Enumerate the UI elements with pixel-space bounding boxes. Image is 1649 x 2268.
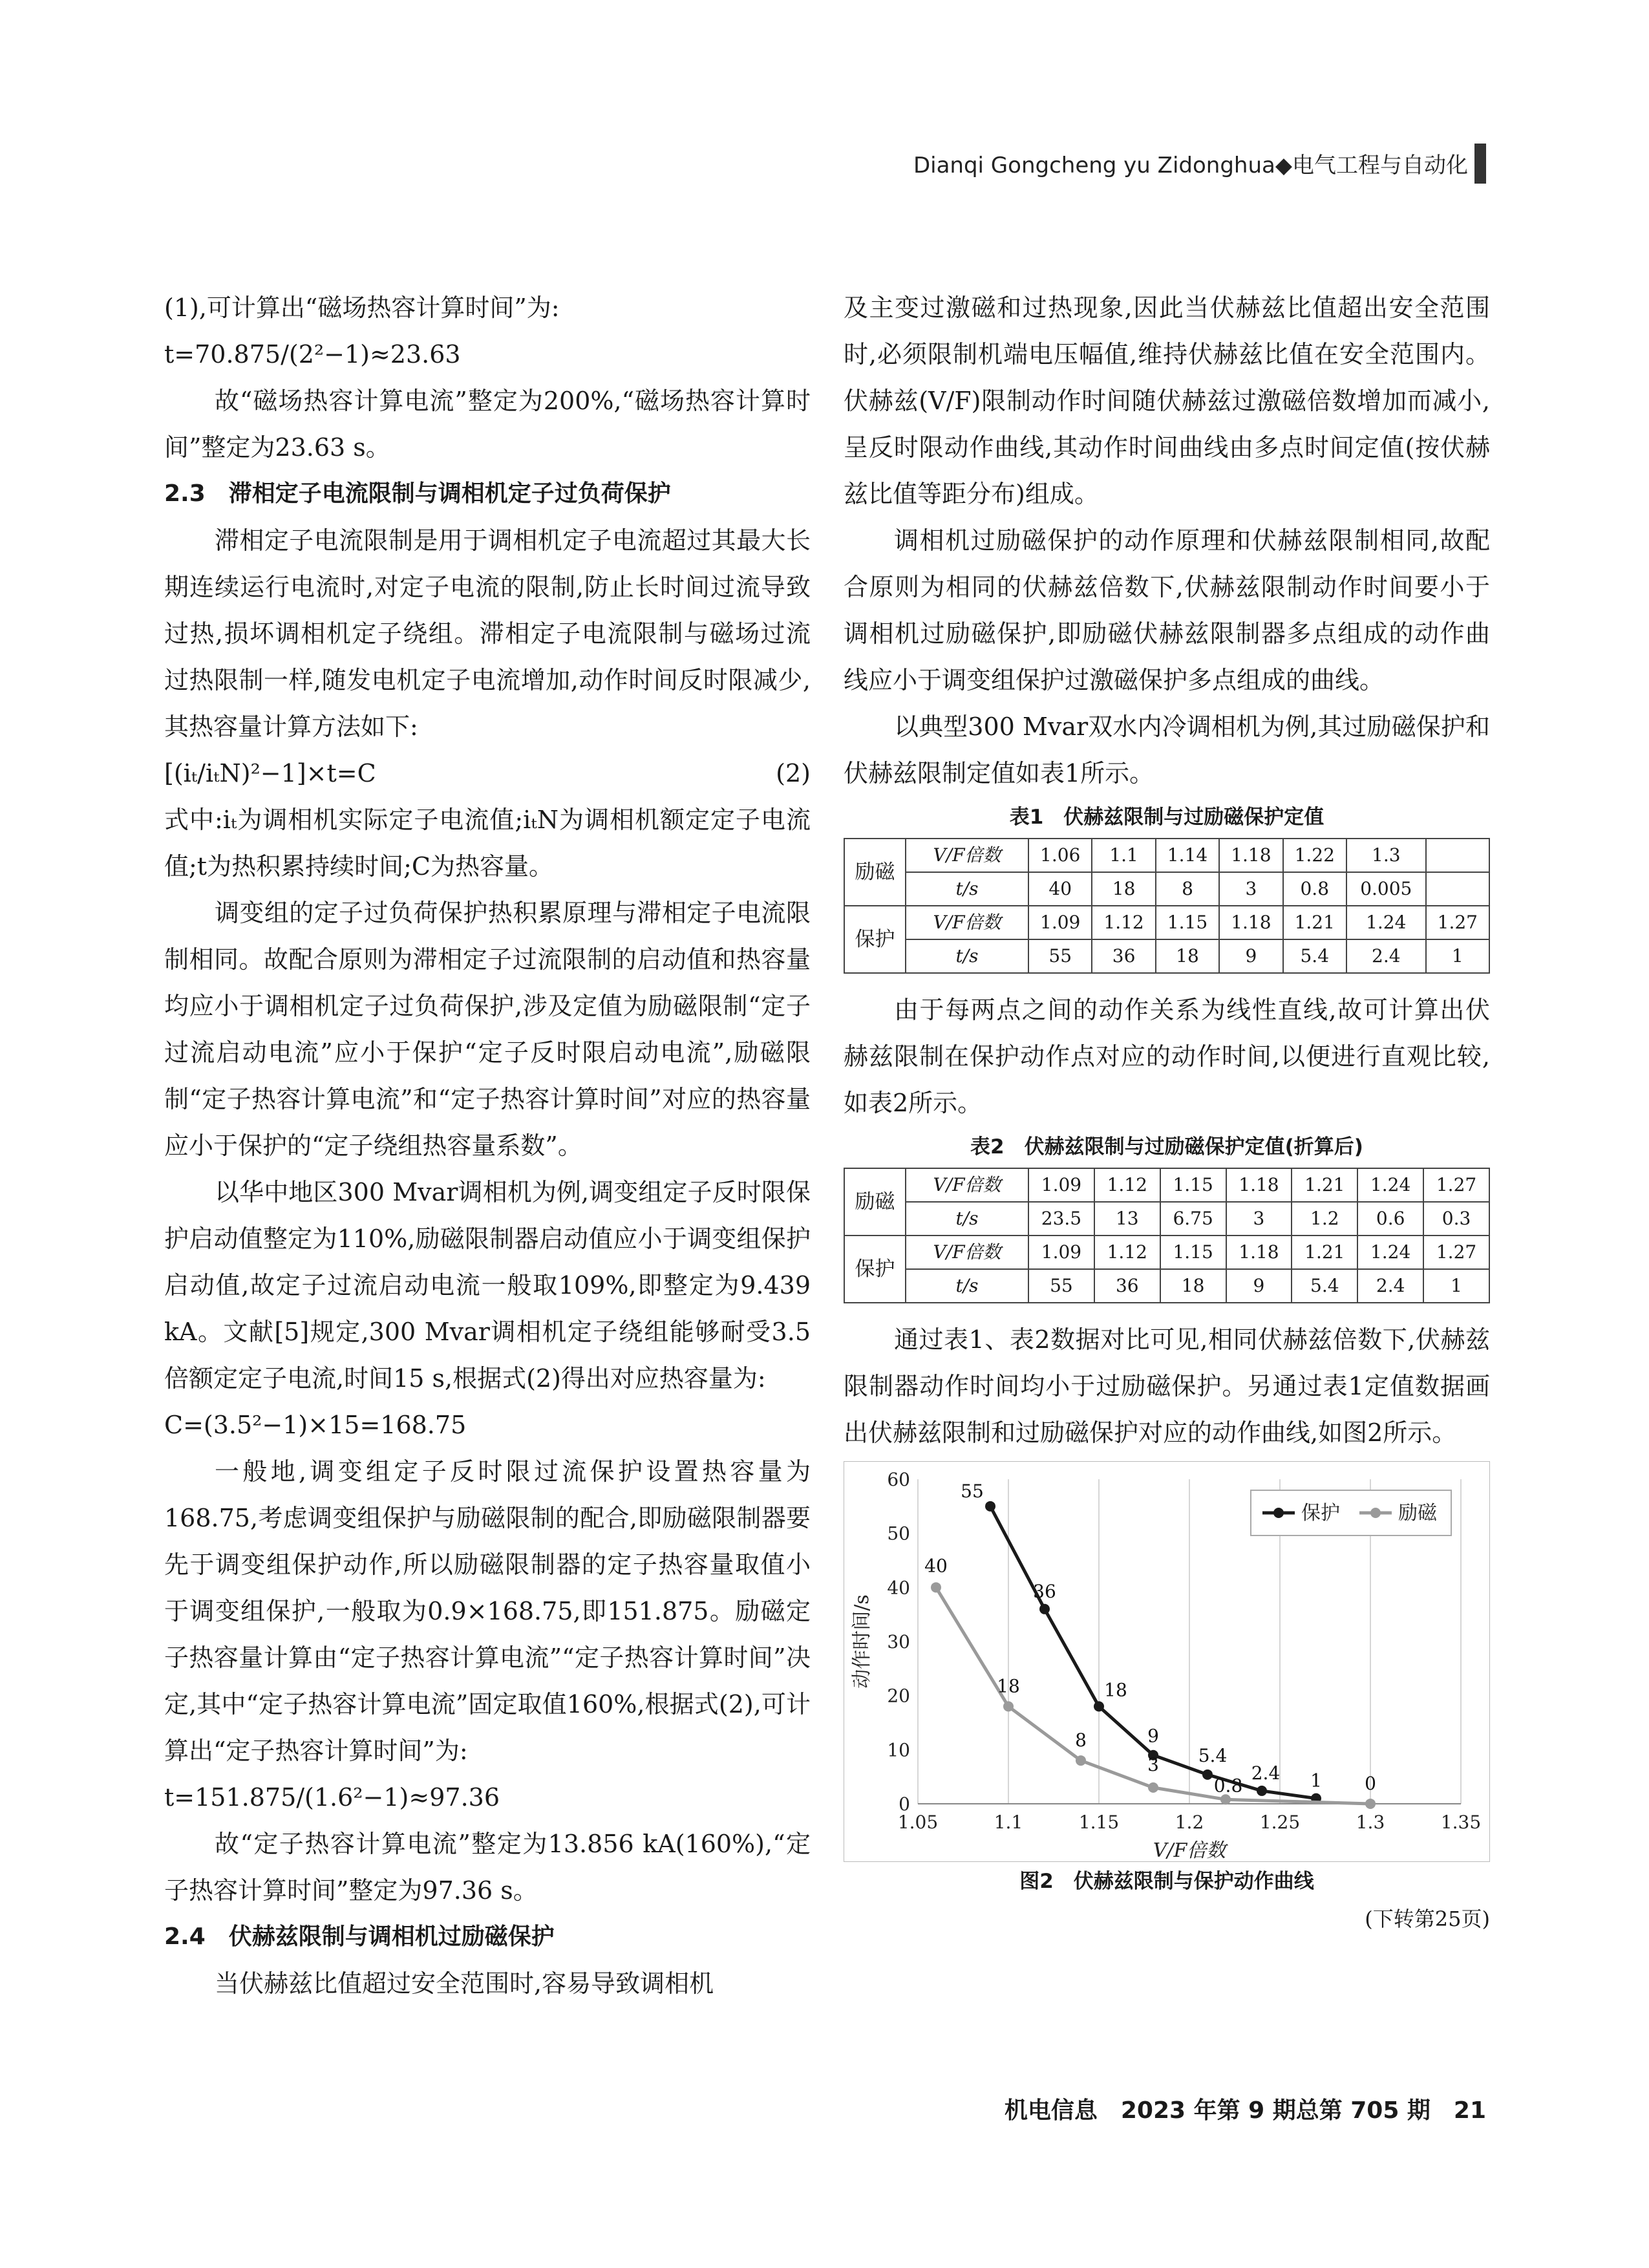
data-label: 18 bbox=[997, 1675, 1020, 1697]
table-row-label: V/F倍数 bbox=[906, 839, 1028, 872]
data-label: 0 bbox=[1365, 1772, 1376, 1794]
table-group-cell: 保护 bbox=[844, 1236, 906, 1303]
section-heading-2-3: 2.3 滞相定子电流限制与调相机定子过负荷保护 bbox=[164, 480, 671, 507]
x-tick-label: 1.2 bbox=[1175, 1812, 1204, 1833]
x-tick-label: 1.35 bbox=[1440, 1812, 1482, 1833]
legend-label: 励磁 bbox=[1398, 1502, 1437, 1524]
data-label: 0.8 bbox=[1213, 1775, 1243, 1797]
data-label: 9 bbox=[1147, 1725, 1159, 1747]
data-point bbox=[1094, 1701, 1104, 1711]
table-cell: 1 bbox=[1423, 1269, 1489, 1303]
table-cell: 1.27 bbox=[1423, 1236, 1489, 1269]
figure-caption: 图2 伏赫兹限制与保护动作曲线 bbox=[1019, 1870, 1314, 1893]
table-cell: 8 bbox=[1156, 872, 1219, 906]
table-cell: 1.2 bbox=[1292, 1202, 1357, 1236]
table-row-label: t/s bbox=[906, 939, 1028, 973]
data-point bbox=[1076, 1755, 1086, 1766]
paragraph: 通过表1、表2数据对比可见,相同伏赫兹倍数下,伏赫兹限制器动作时间均小于过励磁保护。另通过表1定值数据画出伏赫兹限制和过励磁保护对应的动作曲线,如图2所示。 bbox=[844, 1325, 1490, 1447]
table-row bbox=[844, 839, 1489, 872]
table-cell: 1.21 bbox=[1292, 1236, 1357, 1269]
table2-caption: 表2 伏赫兹限制与过励磁保护定值(折算后) bbox=[970, 1135, 1363, 1159]
y-tick-label: 30 bbox=[887, 1631, 910, 1653]
table-cell: 1.12 bbox=[1094, 1236, 1160, 1269]
y-tick-label: 0 bbox=[899, 1793, 910, 1815]
table-row-label: V/F倍数 bbox=[906, 1168, 1028, 1202]
y-tick-label: 40 bbox=[887, 1577, 910, 1599]
equation-number: (2) bbox=[776, 759, 811, 787]
table-cell: 1.18 bbox=[1226, 1236, 1292, 1269]
formula-2 bbox=[164, 750, 811, 797]
table-cell: 0.005 bbox=[1346, 872, 1426, 906]
formula: t=151.875/(1.6²−1)≈97.36 bbox=[164, 1783, 500, 1812]
table-cell: 55 bbox=[1028, 939, 1092, 973]
table-cell: 1.24 bbox=[1357, 1236, 1423, 1269]
table-cell: 1.24 bbox=[1346, 906, 1426, 939]
table-row bbox=[844, 1168, 1489, 1202]
journal-running-head: Dianqi Gongcheng yu Zidonghua◆电气工程与自动化 bbox=[913, 153, 1468, 178]
data-point bbox=[1003, 1701, 1014, 1711]
paragraph: 式中:iₜ为调相机实际定子电流值;iₜN为调相机额定定子电流值;t为热积累持续时间;C为热容量。 bbox=[164, 806, 811, 881]
data-label: 18 bbox=[1104, 1679, 1127, 1701]
table-cell: 0.8 bbox=[1283, 872, 1346, 906]
data-point bbox=[1257, 1786, 1267, 1796]
data-label: 2.4 bbox=[1251, 1762, 1281, 1784]
table-group-cell: 励磁 bbox=[844, 1168, 906, 1236]
table-row-label: V/F倍数 bbox=[906, 1236, 1028, 1269]
data-label: 40 bbox=[924, 1555, 948, 1577]
table-cell: 0.3 bbox=[1423, 1202, 1489, 1236]
y-tick-label: 60 bbox=[887, 1469, 910, 1490]
paragraph: 故“定子热容计算电流”整定为13.856 kA(160%),“定子热容计算时间”整定为97.36 s。 bbox=[164, 1830, 811, 1905]
table-cell: 23.5 bbox=[1028, 1202, 1094, 1236]
table-cell bbox=[1426, 839, 1489, 872]
data-label: 55 bbox=[961, 1480, 984, 1502]
paragraph: 一般地,调变组定子反时限过流保护设置热容量为168.75,考虑调变组保护与励磁限制的配合,即励磁限制器要先于调变组保护动作,所以励磁限制器的定子热容量取值小于调变组保护,一般取为0.9×168.75,即151.875。励磁定子热容量计算由“定子热容计算电流”“定子热容计算时间”决定,其中“定子热容计算电流”固定取值160%,根据式(2),可计算出“定子热容计算时间”为: bbox=[164, 1457, 811, 1765]
paragraph: 及主变过激磁和过热现象,因此当伏赫兹比值超出安全范围时,必须限制机端电压幅值,维持伏赫兹比值在安全范围内。伏赫兹(V/F)限制动作时间随伏赫兹过激磁倍数增加而减小,呈反时限动作曲线,其动作时间曲线由多点时间定值(按伏赫兹比值等距分布)组成。 bbox=[844, 294, 1490, 508]
table-cell: 1.14 bbox=[1156, 839, 1219, 872]
data-label: 5.4 bbox=[1198, 1744, 1228, 1766]
table-cell: 9 bbox=[1219, 939, 1282, 973]
table-row bbox=[844, 1236, 1489, 1269]
paragraph: (1),可计算出“磁场热容计算时间”为: bbox=[164, 294, 560, 322]
table-group-cell: 励磁 bbox=[844, 839, 906, 906]
data-label: 1 bbox=[1310, 1770, 1322, 1792]
table-cell: 18 bbox=[1092, 872, 1155, 906]
table-cell: 1.09 bbox=[1028, 1236, 1094, 1269]
table-cell: 1 bbox=[1426, 939, 1489, 973]
data-label: 36 bbox=[1033, 1580, 1056, 1602]
table-cell: 1.21 bbox=[1292, 1168, 1357, 1202]
table1-caption: 表1 伏赫兹限制与过励磁保护定值 bbox=[1009, 806, 1325, 829]
formula: C=(3.5²−1)×15=168.75 bbox=[164, 1411, 467, 1439]
left-column bbox=[164, 284, 811, 2007]
table-cell: 2.4 bbox=[1357, 1269, 1423, 1303]
data-point bbox=[1202, 1770, 1213, 1780]
formula-text: [(iₜ/iₜN)²−1]×t=C bbox=[164, 759, 376, 787]
table-cell: 1.06 bbox=[1028, 839, 1092, 872]
header-bar bbox=[1474, 144, 1486, 184]
table-cell: 1.09 bbox=[1028, 1168, 1094, 1202]
table-cell: 1.27 bbox=[1426, 906, 1489, 939]
legend-label: 保护 bbox=[1301, 1502, 1340, 1524]
data-point bbox=[1365, 1799, 1376, 1809]
table-row bbox=[844, 939, 1489, 973]
formula: t=70.875/(2²−1)≈23.63 bbox=[164, 340, 461, 369]
table-cell: 36 bbox=[1092, 939, 1155, 973]
chart-svg bbox=[844, 1461, 1490, 1862]
x-tick-label: 1.3 bbox=[1356, 1812, 1385, 1833]
table-cell: 1.18 bbox=[1226, 1168, 1292, 1202]
data-point bbox=[931, 1582, 941, 1592]
table-row-label: V/F倍数 bbox=[906, 906, 1028, 939]
data-label: 3 bbox=[1147, 1753, 1159, 1775]
table-row-label: t/s bbox=[906, 872, 1028, 906]
table-cell: 1.15 bbox=[1160, 1236, 1226, 1269]
table-row bbox=[844, 1269, 1489, 1303]
figure-2-chart bbox=[844, 1461, 1490, 1862]
table-row bbox=[844, 872, 1489, 906]
paragraph: 故“磁场热容计算电流”整定为200%,“磁场热容计算时间”整定为23.63 s。 bbox=[164, 387, 811, 462]
table-cell: 55 bbox=[1028, 1269, 1094, 1303]
table-cell bbox=[1426, 872, 1489, 906]
x-tick-label: 1.25 bbox=[1259, 1812, 1301, 1833]
x-tick-label: 1.15 bbox=[1078, 1812, 1120, 1833]
table-cell: 1.12 bbox=[1094, 1168, 1160, 1202]
table-cell: 40 bbox=[1028, 872, 1092, 906]
y-axis-label: 动作时间/s bbox=[851, 1594, 873, 1689]
table-cell: 1.27 bbox=[1423, 1168, 1489, 1202]
legend-marker bbox=[1370, 1508, 1381, 1518]
table-cell: 18 bbox=[1160, 1269, 1226, 1303]
table-cell: 1.15 bbox=[1156, 906, 1219, 939]
data-point bbox=[1039, 1604, 1050, 1614]
table-cell: 1.18 bbox=[1219, 906, 1282, 939]
table-row bbox=[844, 1202, 1489, 1236]
continued-note: (下转第25页) bbox=[1365, 1907, 1490, 1931]
paragraph: 调变组的定子过负荷保护热积累原理与滞相定子电流限制相同。故配合原则为滞相定子过流限制的启动值和热容量均应小于调相机定子过负荷保护,涉及定值为励磁限制“定子过流启动电流”应小于保护“定子反时限启动电流”,励磁限制“定子热容计算电流”和“定子热容计算时间”对应的热容量应小于保护的“定子绕组热容量系数”。 bbox=[164, 899, 811, 1160]
table-row-label: t/s bbox=[906, 1269, 1028, 1303]
page-footer: 机电信息 2023 年第 9 期总第 705 期 21 bbox=[1004, 2097, 1486, 2124]
table-cell: 5.4 bbox=[1292, 1269, 1357, 1303]
table-cell: 3 bbox=[1226, 1202, 1292, 1236]
table-cell: 2.4 bbox=[1346, 939, 1426, 973]
paragraph: 由于每两点之间的动作关系为线性直线,故可计算出伏赫兹限制在保护动作点对应的动作时间,以便进行直观比较,如表2所示。 bbox=[844, 996, 1490, 1117]
paragraph: 当伏赫兹比值超过安全范围时,容易导致调相机 bbox=[215, 1969, 714, 1998]
data-point bbox=[1148, 1782, 1158, 1793]
legend-marker bbox=[1273, 1508, 1284, 1518]
section-heading-2-4: 2.4 伏赫兹限制与调相机过励磁保护 bbox=[164, 1923, 555, 1950]
table-row-label: t/s bbox=[906, 1202, 1028, 1236]
paragraph: 滞相定子电流限制是用于调相机定子电流超过其最大长期连续运行电流时,对定子电流的限制,防止长时间过流导致过热,损坏调相机定子绕组。滞相定子电流限制与磁场过流过热限制一样,随发电机定子电流增加,动作时间反时限减少,其热容量计算方法如下: bbox=[164, 526, 811, 741]
table-cell: 18 bbox=[1156, 939, 1219, 973]
table-cell: 0.6 bbox=[1357, 1202, 1423, 1236]
paragraph: 以华中地区300 Mvar调相机为例,调变组定子反时限保护启动值整定为110%,励磁限制器启动值应小于调变组保护启动值,故定子过流启动电流一般取109%,即整定为9.439 kA。文献[5]规定,300 Mvar调相机定子绕组能够耐受3.5倍额定定子电流,时间15 s,根据式(2)得出对应热容量为: bbox=[164, 1178, 811, 1393]
table-cell: 1.18 bbox=[1219, 839, 1282, 872]
y-tick-label: 10 bbox=[887, 1739, 910, 1761]
page-header bbox=[0, 144, 1649, 182]
table-cell: 1.09 bbox=[1028, 906, 1092, 939]
table-cell: 1.1 bbox=[1092, 839, 1155, 872]
y-tick-label: 50 bbox=[887, 1523, 910, 1545]
right-column bbox=[844, 284, 1490, 1937]
table-cell: 6.75 bbox=[1160, 1202, 1226, 1236]
table2 bbox=[844, 1168, 1490, 1303]
table-cell: 1.15 bbox=[1160, 1168, 1226, 1202]
x-tick-label: 1.1 bbox=[994, 1812, 1023, 1833]
table-cell: 1.24 bbox=[1357, 1168, 1423, 1202]
table-cell: 1.12 bbox=[1092, 906, 1155, 939]
table-cell: 13 bbox=[1094, 1202, 1160, 1236]
table-cell: 9 bbox=[1226, 1269, 1292, 1303]
x-tick-label: 1.05 bbox=[897, 1812, 939, 1833]
data-label: 8 bbox=[1075, 1729, 1087, 1751]
paragraph: 调相机过励磁保护的动作原理和伏赫兹限制相同,故配合原则为相同的伏赫兹倍数下,伏赫兹限制动作时间要小于调相机过励磁保护,即励磁伏赫兹限制器多点组成的动作曲线应小于调变组保护过激磁保护多点组成的曲线。 bbox=[844, 526, 1490, 694]
table-cell: 1.21 bbox=[1283, 906, 1346, 939]
table-cell: 36 bbox=[1094, 1269, 1160, 1303]
table-row bbox=[844, 906, 1489, 939]
y-tick-label: 20 bbox=[887, 1685, 910, 1707]
table-cell: 3 bbox=[1219, 872, 1282, 906]
paragraph: 以典型300 Mvar双水内冷调相机为例,其过励磁保护和伏赫兹限制定值如表1所示。 bbox=[844, 712, 1490, 787]
data-point bbox=[985, 1501, 995, 1512]
table-cell: 5.4 bbox=[1283, 939, 1346, 973]
table-cell: 1.22 bbox=[1283, 839, 1346, 872]
table-group-cell: 保护 bbox=[844, 906, 906, 973]
table1 bbox=[844, 838, 1490, 974]
x-axis-label: V/F倍数 bbox=[1153, 1839, 1226, 1862]
table-cell: 1.3 bbox=[1346, 839, 1426, 872]
